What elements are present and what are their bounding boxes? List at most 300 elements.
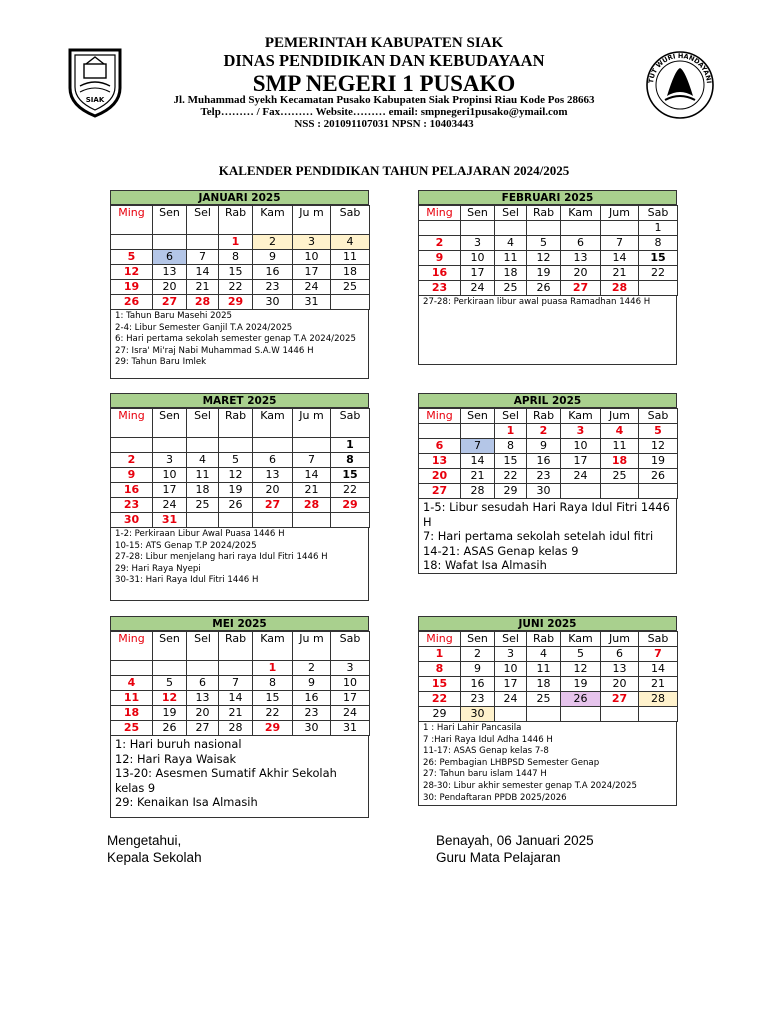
empty-cell: [253, 438, 293, 453]
weekday-label: Sen: [461, 409, 495, 424]
day-cell: 3: [331, 661, 370, 676]
day-cell: 21: [293, 483, 331, 498]
day-cell: 27: [601, 692, 639, 707]
day-cell: 25: [187, 498, 219, 513]
day-cell: 13: [187, 691, 219, 706]
day-cell: 4: [495, 236, 527, 251]
week-row: [419, 424, 678, 439]
empty-cell: [111, 438, 153, 453]
day-cell: 10: [153, 468, 187, 483]
day-cell: 26: [639, 469, 678, 484]
day-cell: 7: [219, 676, 253, 691]
day-cell: 25: [111, 721, 153, 736]
note-item: 7: Hari pertama sekolah setelah idul fitri: [423, 529, 654, 544]
note-item: 1-5: Libur sesudah Hari Raya Idul Fitri 1446 H: [423, 500, 670, 529]
day-cell: 25: [331, 280, 370, 295]
empty-cell: [153, 235, 187, 250]
day-cell: 12: [561, 662, 601, 677]
acknowledged-label: Mengetahui,: [107, 833, 182, 848]
weekday-label: Kam: [561, 632, 601, 647]
month-notes: [418, 499, 677, 574]
day-cell: 10: [461, 251, 495, 266]
day-cell: 5: [561, 647, 601, 662]
calendar-april: [418, 393, 677, 574]
day-cell: 29: [219, 295, 253, 310]
note-item: 10-15: ATS Genap T.P 2024/2025: [115, 540, 257, 551]
day-cell: 30: [111, 513, 153, 528]
day-cell: 22: [419, 692, 461, 707]
weekday-label: Rab: [527, 206, 561, 221]
day-cell: 5: [639, 424, 678, 439]
weekday-label: Sen: [153, 632, 187, 661]
weekday-row: [419, 632, 678, 647]
calendar-june: [418, 616, 677, 806]
empty-cell: [219, 438, 253, 453]
day-cell: 25: [495, 281, 527, 296]
day-cell: 29: [495, 484, 527, 499]
day-cell: 21: [461, 469, 495, 484]
week-row: [419, 454, 678, 469]
week-row: [111, 691, 370, 706]
weekday-row: [419, 409, 678, 424]
day-cell: 14: [219, 691, 253, 706]
empty-cell: [187, 513, 219, 528]
weekday-label: Sen: [461, 206, 495, 221]
month-grid: [110, 205, 370, 310]
day-cell: 29: [331, 498, 370, 513]
day-cell: 16: [293, 691, 331, 706]
day-cell: 26: [153, 721, 187, 736]
week-row: [111, 513, 370, 528]
note-item: 29: Tahun Baru Imlek: [115, 357, 207, 368]
signature-right: [436, 832, 594, 866]
day-cell: 26: [527, 281, 561, 296]
weekday-label: Sel: [187, 206, 219, 235]
weekday-label: Kam: [561, 206, 601, 221]
day-cell: 17: [331, 691, 370, 706]
note-item: 30: Pendaftaran PPDB 2025/2026: [423, 792, 567, 803]
empty-cell: [293, 438, 331, 453]
week-row: [111, 235, 370, 250]
day-cell: 10: [495, 662, 527, 677]
weekday-label: Rab: [219, 206, 253, 235]
day-cell: 11: [331, 250, 370, 265]
day-cell: 30: [527, 484, 561, 499]
empty-cell: [601, 221, 639, 236]
school-ids: NSS : 201091107031 NPSN : 10403443: [294, 118, 474, 130]
day-cell: 15: [331, 468, 370, 483]
week-row: [111, 676, 370, 691]
day-cell: 26: [219, 498, 253, 513]
day-cell: 21: [219, 706, 253, 721]
day-cell: 7: [601, 236, 639, 251]
day-cell: 17: [561, 454, 601, 469]
day-cell: 23: [419, 281, 461, 296]
day-cell: 22: [495, 469, 527, 484]
day-cell: 4: [601, 424, 639, 439]
day-cell: 5: [111, 250, 153, 265]
day-cell: 27: [561, 281, 601, 296]
empty-cell: [253, 513, 293, 528]
day-cell: 16: [461, 677, 495, 692]
week-row: [111, 661, 370, 676]
empty-cell: [219, 513, 253, 528]
note-item: 1-2: Perkiraan Libur Awal Puasa 1446 H: [115, 529, 285, 539]
day-cell: 22: [331, 483, 370, 498]
empty-cell: [187, 661, 219, 676]
day-cell: 9: [253, 250, 293, 265]
weekday-label: Kam: [561, 409, 601, 424]
day-cell: 29: [419, 707, 461, 722]
day-cell: 6: [419, 439, 461, 454]
day-cell: 16: [111, 483, 153, 498]
day-cell: 7: [461, 439, 495, 454]
note-item: 28-30: Libur akhir semester genap T.A 2024/2025: [423, 780, 637, 791]
note-item: 13-20: Asesmen Sumatif Akhir Sekolah kelas 9: [115, 766, 337, 795]
month-header: MARET 2025: [110, 393, 369, 408]
empty-cell: [419, 221, 461, 236]
day-cell: 9: [419, 251, 461, 266]
day-cell: 11: [495, 251, 527, 266]
note-item: 11-17: ASAS Genap kelas 7-8: [423, 746, 549, 757]
week-row: [419, 677, 678, 692]
month-grid: [418, 631, 678, 722]
day-cell: 1: [219, 235, 253, 250]
empty-cell: [419, 424, 461, 439]
day-cell: 2: [253, 235, 293, 250]
day-cell: 30: [253, 295, 293, 310]
month-notes: [110, 528, 369, 601]
day-cell: 20: [419, 469, 461, 484]
day-cell: 16: [527, 454, 561, 469]
weekday-label: Ming: [419, 409, 461, 424]
month-grid: [418, 408, 678, 499]
week-row: [419, 236, 678, 251]
week-row: [419, 707, 678, 722]
week-row: [419, 647, 678, 662]
day-cell: 16: [253, 265, 293, 280]
day-cell: 8: [219, 250, 253, 265]
week-row: [419, 692, 678, 707]
weekday-label: Ming: [419, 632, 461, 647]
day-cell: 27: [419, 484, 461, 499]
day-cell: 15: [419, 677, 461, 692]
day-cell: 10: [293, 250, 331, 265]
day-cell: 13: [561, 251, 601, 266]
week-row: [419, 439, 678, 454]
day-cell: 12: [639, 439, 678, 454]
day-cell: 3: [561, 424, 601, 439]
weekday-label: Kam: [253, 632, 293, 661]
weekday-row: [111, 206, 370, 235]
month-header: MEI 2025: [110, 616, 369, 631]
day-cell: 24: [293, 280, 331, 295]
day-cell: 30: [293, 721, 331, 736]
place-date: Benayah, 06 Januari 2025: [436, 833, 594, 848]
day-cell: 21: [639, 677, 678, 692]
weekday-label: Sen: [153, 409, 187, 438]
weekday-label: Ju m: [293, 206, 331, 235]
day-cell: 27: [253, 498, 293, 513]
day-cell: 5: [153, 676, 187, 691]
day-cell: 25: [601, 469, 639, 484]
day-cell: 3: [153, 453, 187, 468]
empty-cell: [187, 235, 219, 250]
day-cell: 11: [187, 468, 219, 483]
day-cell: 7: [187, 250, 219, 265]
note-item: 6: Hari pertama sekolah semester genap T.A 2024/2025: [115, 334, 356, 345]
day-cell: 19: [153, 706, 187, 721]
day-cell: 14: [601, 251, 639, 266]
day-cell: 9: [461, 662, 495, 677]
weekday-label: Sel: [495, 409, 527, 424]
weekday-label: Rab: [527, 632, 561, 647]
day-cell: 27: [187, 721, 219, 736]
weekday-label: Ming: [111, 632, 153, 661]
day-cell: 24: [153, 498, 187, 513]
calendar-title: KALENDER PENDIDIKAN TAHUN PELAJARAN 2024/2025: [218, 163, 570, 178]
calendar-january: [110, 190, 369, 379]
day-cell: 24: [331, 706, 370, 721]
day-cell: 28: [219, 721, 253, 736]
day-cell: 15: [253, 691, 293, 706]
day-cell: 28: [187, 295, 219, 310]
day-cell: 23: [461, 692, 495, 707]
empty-cell: [639, 707, 678, 722]
day-cell: 8: [253, 676, 293, 691]
government-name: PEMERINTAH KABUPATEN SIAK: [264, 35, 504, 51]
day-cell: 4: [111, 676, 153, 691]
empty-cell: [461, 424, 495, 439]
note-item: 26: Pembagian LHBPSD Semester Genap: [423, 757, 600, 768]
week-row: [419, 469, 678, 484]
day-cell: 13: [419, 454, 461, 469]
weekday-label: Sel: [495, 206, 527, 221]
day-cell: 21: [187, 280, 219, 295]
day-cell: 13: [601, 662, 639, 677]
day-cell: 12: [111, 265, 153, 280]
weekday-label: Ming: [419, 206, 461, 221]
empty-cell: [111, 235, 153, 250]
day-cell: 20: [253, 483, 293, 498]
day-cell: 26: [561, 692, 601, 707]
day-cell: 13: [153, 265, 187, 280]
empty-cell: [527, 221, 561, 236]
week-row: [419, 662, 678, 677]
week-row: [111, 498, 370, 513]
day-cell: 20: [153, 280, 187, 295]
empty-cell: [293, 513, 331, 528]
day-cell: 4: [331, 235, 370, 250]
weekday-label: Jum: [601, 409, 639, 424]
note-item: 1 : Hari Lahir Pancasila: [423, 723, 522, 733]
week-row: [419, 221, 678, 236]
principal-label: Kepala Sekolah: [107, 850, 202, 865]
day-cell: 15: [639, 251, 678, 266]
day-cell: 1: [639, 221, 678, 236]
day-cell: 14: [639, 662, 678, 677]
empty-cell: [331, 295, 370, 310]
weekday-label: Sel: [495, 632, 527, 647]
day-cell: 8: [331, 453, 370, 468]
day-cell: 6: [601, 647, 639, 662]
weekday-row: [419, 206, 678, 221]
note-item: 7 :Hari Raya Idul Adha 1446 H: [423, 734, 553, 745]
week-row: [419, 281, 678, 296]
day-cell: 31: [153, 513, 187, 528]
note-item: 30-31: Hari Raya Idul Fitri 1446 H: [115, 575, 259, 586]
weekday-label: Sab: [331, 632, 370, 661]
day-cell: 3: [495, 647, 527, 662]
day-cell: 1: [331, 438, 370, 453]
school-contact: Telp……… / Fax……… Website……… email: smpnegeri1pusako@ymail.com: [200, 106, 568, 118]
logo-left-text: SIAK: [85, 96, 105, 104]
day-cell: 6: [153, 250, 187, 265]
week-row: [111, 721, 370, 736]
weekday-label: Sab: [639, 632, 678, 647]
week-row: [111, 280, 370, 295]
weekday-label: Sab: [639, 206, 678, 221]
day-cell: 20: [187, 706, 219, 721]
empty-cell: [461, 221, 495, 236]
day-cell: 2: [293, 661, 331, 676]
day-cell: 13: [253, 468, 293, 483]
day-cell: 12: [153, 691, 187, 706]
weekday-label: Sab: [331, 206, 370, 235]
signature-left: [107, 832, 202, 866]
day-cell: 24: [495, 692, 527, 707]
month-notes: [110, 736, 369, 818]
teacher-label: Guru Mata Pelajaran: [436, 850, 561, 865]
week-row: [111, 295, 370, 310]
week-row: [111, 265, 370, 280]
day-cell: 30: [461, 707, 495, 722]
day-cell: 23: [293, 706, 331, 721]
day-cell: 19: [561, 677, 601, 692]
day-cell: 15: [219, 265, 253, 280]
day-cell: 25: [527, 692, 561, 707]
day-cell: 5: [219, 453, 253, 468]
day-cell: 12: [527, 251, 561, 266]
day-cell: 9: [111, 468, 153, 483]
day-cell: 18: [601, 454, 639, 469]
weekday-label: Ming: [111, 206, 153, 235]
month-header: JUNI 2025: [418, 616, 677, 631]
note-item: 27-28: Libur menjelang hari raya Idul Fitri 1446 H: [115, 552, 328, 563]
month-grid: [110, 408, 370, 528]
day-cell: 6: [253, 453, 293, 468]
day-cell: 22: [219, 280, 253, 295]
day-cell: 23: [253, 280, 293, 295]
day-cell: 16: [419, 266, 461, 281]
day-cell: 15: [495, 454, 527, 469]
day-cell: 11: [527, 662, 561, 677]
day-cell: 2: [527, 424, 561, 439]
note-item: 27: Tahun baru islam 1447 H: [423, 769, 547, 780]
weekday-label: Jum: [601, 632, 639, 647]
week-row: [111, 453, 370, 468]
weekday-label: Ming: [111, 409, 153, 438]
calendar-february: [418, 190, 677, 365]
note-item: 14-21: ASAS Genap kelas 9: [423, 543, 579, 558]
empty-cell: [601, 707, 639, 722]
week-row: [419, 266, 678, 281]
empty-cell: [639, 484, 678, 499]
calendar-march: [110, 393, 369, 601]
week-row: [111, 468, 370, 483]
weekday-row: [111, 409, 370, 438]
empty-cell: [495, 221, 527, 236]
week-row: [419, 484, 678, 499]
weekday-label: Sab: [639, 409, 678, 424]
day-cell: 26: [111, 295, 153, 310]
logo-right-text: TUT WURI HANDAYANI: [647, 51, 713, 84]
weekday-label: Sel: [187, 409, 219, 438]
day-cell: 2: [111, 453, 153, 468]
day-cell: 11: [601, 439, 639, 454]
weekday-label: Kam: [253, 206, 293, 235]
empty-cell: [153, 661, 187, 676]
note-item: 12: Hari Raya Waisak: [115, 751, 237, 766]
note-item: 27: Isra' Mi'raj Nabi Muhammad S.A.W 1446 H: [115, 345, 314, 356]
day-cell: 24: [461, 281, 495, 296]
day-cell: 17: [461, 266, 495, 281]
empty-cell: [187, 438, 219, 453]
empty-cell: [561, 707, 601, 722]
day-cell: 9: [527, 439, 561, 454]
weekday-label: Ju m: [293, 632, 331, 661]
day-cell: 18: [111, 706, 153, 721]
day-cell: 14: [293, 468, 331, 483]
day-cell: 18: [331, 265, 370, 280]
day-cell: 8: [419, 662, 461, 677]
school-address: Jl. Muhammad Syekh Kecamatan Pusako Kabupaten Siak Propinsi Riau Kode Pos 28663: [173, 94, 595, 106]
day-cell: 7: [639, 647, 678, 662]
day-cell: 2: [461, 647, 495, 662]
day-cell: 18: [527, 677, 561, 692]
note-item: 18: Wafat Isa Almasih: [423, 558, 547, 573]
day-cell: 28: [639, 692, 678, 707]
day-cell: 20: [601, 677, 639, 692]
day-cell: 10: [331, 676, 370, 691]
day-cell: 28: [601, 281, 639, 296]
day-cell: 4: [187, 453, 219, 468]
weekday-label: Jum: [601, 206, 639, 221]
calendar-may: [110, 616, 369, 818]
weekday-label: Sab: [331, 409, 370, 438]
month-notes: [418, 722, 677, 806]
weekday-label: Rab: [219, 409, 253, 438]
weekday-label: Rab: [219, 632, 253, 661]
weekday-label: Kam: [253, 409, 293, 438]
day-cell: 17: [293, 265, 331, 280]
month-notes: [110, 310, 369, 379]
day-cell: 6: [561, 236, 601, 251]
day-cell: 19: [527, 266, 561, 281]
empty-cell: [639, 281, 678, 296]
weekday-row: [111, 632, 370, 661]
week-row: [111, 250, 370, 265]
day-cell: 12: [219, 468, 253, 483]
week-row: [111, 438, 370, 453]
day-cell: 1: [495, 424, 527, 439]
day-cell: 19: [639, 454, 678, 469]
day-cell: 27: [153, 295, 187, 310]
day-cell: 7: [293, 453, 331, 468]
empty-cell: [153, 438, 187, 453]
day-cell: 19: [111, 280, 153, 295]
day-cell: 31: [331, 721, 370, 736]
